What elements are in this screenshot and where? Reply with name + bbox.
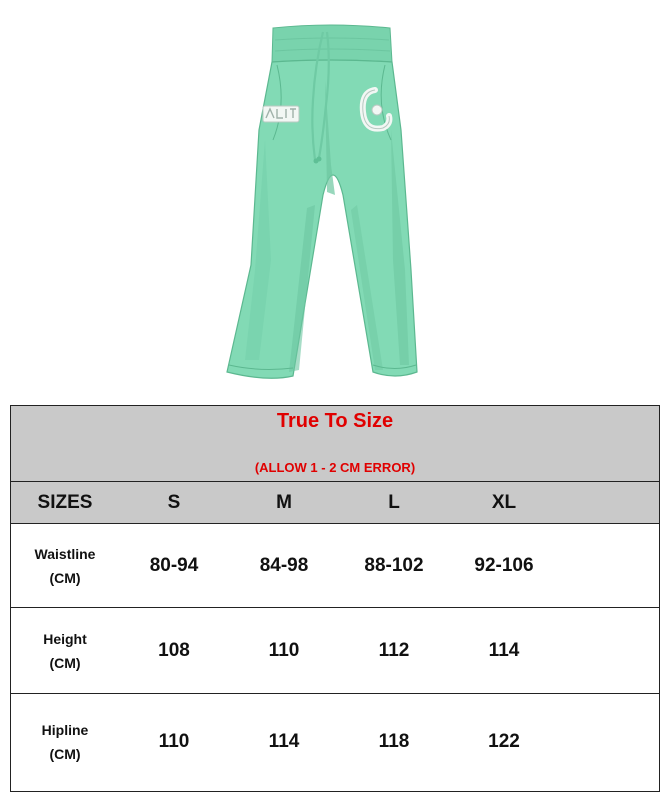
row-label xyxy=(11,694,119,790)
row-label-unit: (CM) xyxy=(49,654,81,671)
column-header-xl: XL xyxy=(491,491,517,513)
row-label-unit: (CM) xyxy=(49,746,81,762)
size-chart-table xyxy=(10,405,660,792)
column-header-m: M xyxy=(276,491,292,513)
row-label-name: Waistline xyxy=(34,545,96,562)
hipline-xl: 122 xyxy=(488,731,520,752)
row-label xyxy=(11,608,119,693)
row-label-name: Height xyxy=(43,630,87,647)
hipline-s: 110 xyxy=(158,731,190,752)
height-xl: 114 xyxy=(488,639,520,661)
waistline-l: 88-102 xyxy=(364,554,424,576)
column-header-s: S xyxy=(167,491,181,513)
size-chart-header xyxy=(11,406,659,482)
waistline-xl: 92-106 xyxy=(474,554,534,576)
size-chart-title: True To Size xyxy=(276,410,394,432)
height-l: 112 xyxy=(378,639,410,661)
height-s: 108 xyxy=(158,639,190,661)
size-chart-subtitle: (ALLOW 1 - 2 CM ERROR) xyxy=(254,460,416,475)
height-m: 110 xyxy=(268,639,300,661)
row-label-unit: (CM) xyxy=(49,569,81,586)
height-row xyxy=(11,608,659,694)
sweatpants-illustration xyxy=(215,20,445,385)
hipline-m: 114 xyxy=(268,731,300,752)
row-label-name: Hipline xyxy=(41,722,89,738)
column-header-l: L xyxy=(388,491,400,513)
product-photo xyxy=(215,20,445,385)
row-label xyxy=(11,524,119,607)
hipline-l: 118 xyxy=(378,731,410,752)
left-logo xyxy=(263,106,299,122)
waistline-row xyxy=(11,524,659,608)
waistline-s: 80-94 xyxy=(149,554,199,576)
waistline-m: 84-98 xyxy=(259,554,309,576)
hipline-row xyxy=(11,694,659,790)
sizes-header-row xyxy=(11,482,659,524)
column-header-sizes: SIZES xyxy=(37,491,93,513)
